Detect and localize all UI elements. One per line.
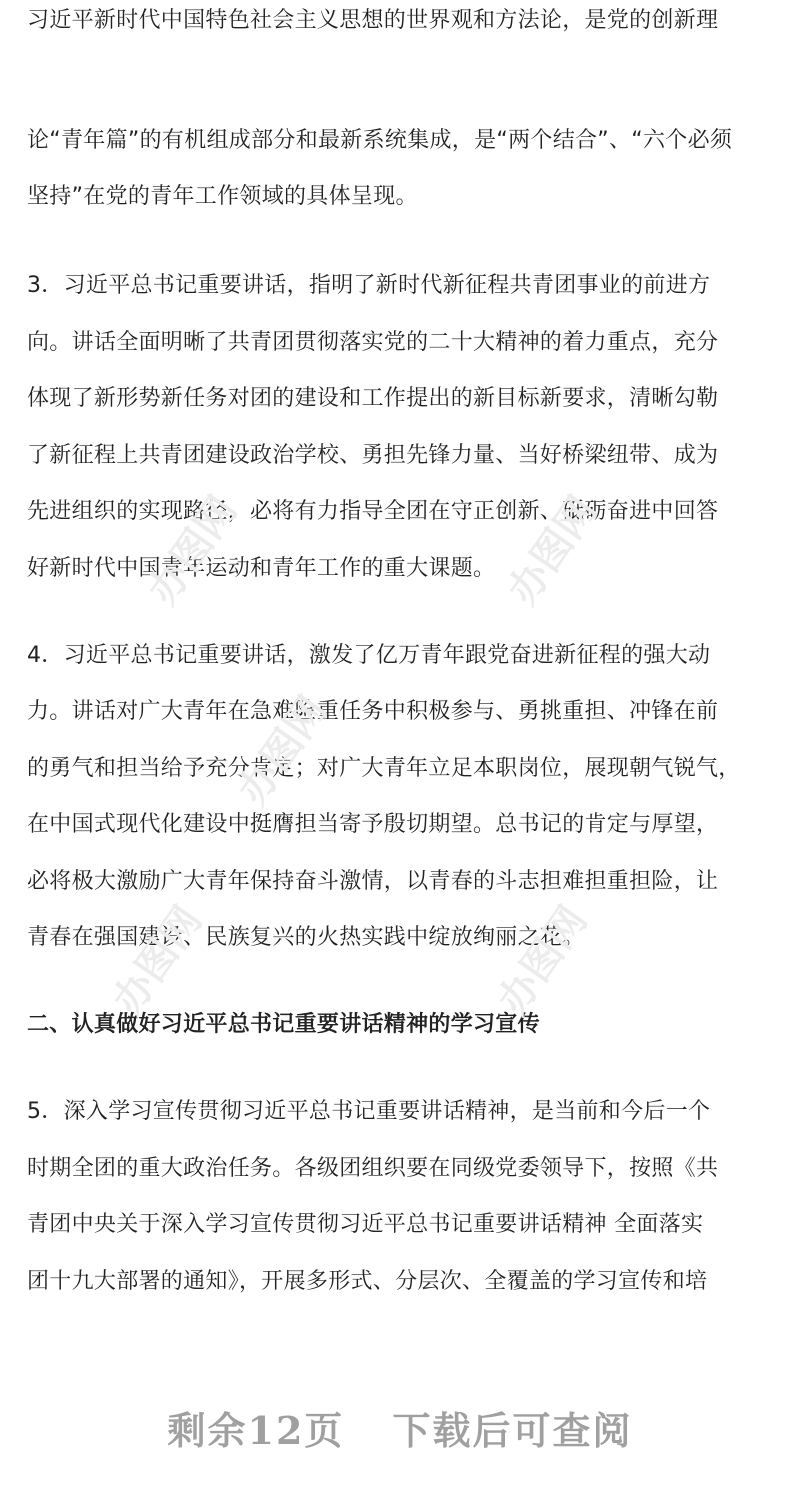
text-line: 在中国式现代化建设中挺膺担当寄予殷切期望。总书记的肯定与厚望， bbox=[27, 812, 719, 837]
text-line: 论“青年篇”的有机组成部分和最新系统集成，是“两个结合”、“六个必须 bbox=[27, 128, 733, 153]
text-line: 4．习近平总书记重要讲话，激发了亿万青年跟党奋进新征程的强大动 bbox=[27, 643, 711, 668]
text-line: 体现了新形势新任务对团的建设和工作提出的新目标新要求，清晰勾勒 bbox=[27, 386, 719, 411]
text-line: 时期全团的重大政治任务。各级团组织要在同级党委领导下，按照《共 bbox=[27, 1156, 719, 1181]
text-line: 力。讲话对广大青年在急难险重任务中积极参与、勇挑重担、冲锋在前 bbox=[27, 699, 719, 724]
text-line: 先进组织的实现路径，必将有力指导全团在守正创新、砥砺奋进中回答 bbox=[27, 499, 719, 524]
text-line: 青春在强国建设、民族复兴的火热实践中绽放绚丽之花。 bbox=[27, 925, 585, 950]
watermark: 办图网 bbox=[104, 898, 212, 1023]
remaining-pages-label: 剩余12页 bbox=[167, 1408, 345, 1453]
section-heading: 二、认真做好习近平总书记重要讲话精神的学习宣传 bbox=[27, 1012, 540, 1037]
watermark: 办图网 bbox=[139, 488, 247, 613]
download-to-read-label[interactable]: 下载后可查阅 bbox=[392, 1408, 633, 1453]
text-line: 习近平新时代中国特色社会主义思想的世界观和方法论，是党的创新理 bbox=[27, 8, 719, 33]
text-line: 青团中央关于深入学习宣传贯彻习近平总书记重要讲话精神 全面落实 bbox=[27, 1212, 704, 1237]
text-line: 坚持”在党的青年工作领域的具体呈现。 bbox=[27, 184, 418, 209]
text-line: 必将极大激励广大青年保持奋斗激情，以青春的斗志担难担重担险，让 bbox=[27, 869, 719, 894]
text-line: 3．习近平总书记重要讲话，指明了新时代新征程共青团事业的前进方 bbox=[27, 273, 711, 298]
text-line: 的勇气和担当给予充分肯定；对广大青年立足本职岗位，展现朝气锐气， bbox=[27, 756, 741, 781]
text-line: 5．深入学习宣传贯彻习近平总书记重要讲话精神，是当前和今后一个 bbox=[27, 1099, 711, 1124]
text-line: 好新时代中国青年运动和青年工作的重大课题。 bbox=[27, 556, 496, 581]
text-line: 向。讲话全面明晰了共青团贯彻落实党的二十大精神的着力重点，充分 bbox=[27, 330, 719, 355]
text-line: 了新征程上共青团建设政治学校、勇担先锋力量、当好桥梁纽带、成为 bbox=[27, 443, 719, 468]
watermark: 办图网 bbox=[229, 688, 337, 813]
text-line: 团十九大部署的通知》，开展多形式、分层次、全覆盖的学习宣传和培 bbox=[27, 1269, 708, 1294]
download-footer[interactable] bbox=[0, 1400, 800, 1455]
watermark: 办图网 bbox=[489, 898, 597, 1023]
watermark: 办图网 bbox=[499, 488, 607, 613]
